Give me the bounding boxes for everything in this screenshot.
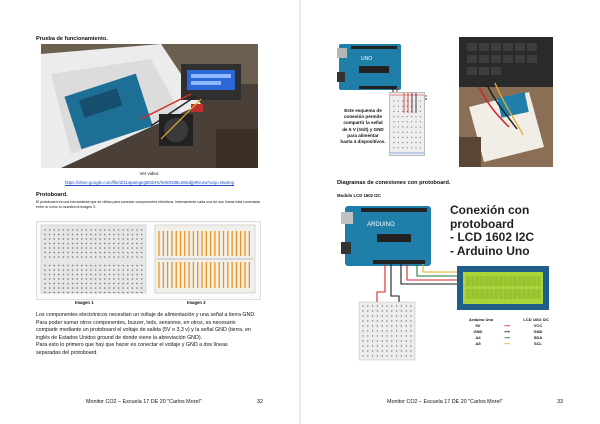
page-number: 33 [557,399,563,405]
pin-row [469,328,549,334]
pin-lcd: VCC [533,322,543,328]
para-line-5: Para esto lo primero que hay que hacer es conectar el voltaje y GND a dos líneas [36,342,228,349]
setup-photo [41,44,258,168]
page-32 [0,0,299,424]
svg-text:UNO: UNO [361,56,373,62]
protoboard-intro: El protoboard es una herramienta que se utiliza para conectar componentes eléctricos. Internamente cada una de sus líneas está conectada entre sí como lo muestra la imagen 2: [36,200,260,209]
body-paragraph [36,312,276,358]
breadboard-figure [36,221,261,300]
diagram-heading: Diagramas de conexiones con protoboard. [337,180,451,186]
image2-caption: Imagen 2 [187,300,206,305]
note-line-2: conexión permite [343,114,383,120]
table-head-lcd: LCD 1602 I2C [523,317,549,322]
keyboard-photo [459,37,553,167]
arrow-icon: ⟶ [504,322,510,328]
pin-table [469,317,549,346]
arrow-icon: ⟶ [504,340,510,346]
arrow-icon: ⟶ [504,334,510,340]
pin-arduino: A5 [475,340,481,346]
pin-row [469,340,549,346]
footer-text: Monitor CO2 – Escuela 17 DE 20 "Carlos Morel" [387,399,503,405]
protoboard-title: Protoboard. [36,192,68,198]
note-line-5: para alimentar [347,132,379,138]
pin-arduino: GND [473,328,483,334]
diagram-title [450,204,534,258]
pin-lcd: GND [533,328,543,334]
para-line-6: separadas del protoboard. [36,349,98,356]
title-line-4: - Arduino Uno [450,243,530,258]
pin-arduino: 5V [475,322,481,328]
note-line-6: hasta 4 dispositivos. [340,139,386,145]
video-link[interactable]: https://drive.google.com/file/d/11spamgeg5NDHVfe8ON89L68lxdjj8Rv.ew?usp=sharing [64,180,235,185]
pin-row [469,334,549,340]
note-line-3: compartir la señal [343,120,383,126]
note-line-1: Este esquema de [344,108,382,113]
page-33 [301,0,600,424]
para-line-4: inglés de Estados Unidos ground de donde viene la abreviación GND). [36,334,203,341]
title-line-2: protoboard [450,216,514,231]
pin-arduino: A4 [475,334,481,340]
title-line-3: - LCD 1602 I2C [450,230,535,245]
para-line-3: compartir mediante un protoboard el voltaje de salida (5V o 3,3 v) y la señal GND (tierra, en [36,327,251,334]
schematic-note [329,108,397,145]
section-heading: Prueba de funcionamiento. [36,36,108,42]
para-line-1: Los componentes electrónicos necesitan un voltaje de alimentación y una señal a tierra GND. [36,312,256,318]
title-line-1: Conexión con [450,203,530,217]
svg-text:ARDUINO: ARDUINO [367,222,395,228]
footer-text: Monitor CO2 – Escuela 17 DE 20 "Carlos Morel" [86,399,202,405]
arrow-icon: ⟶ [504,328,510,334]
note-line-4: de 5 V (Volt) y GND [342,126,384,132]
pin-lcd: SCL [534,340,542,346]
breadboard-images [37,222,260,299]
pin-lcd: SDA [533,334,543,340]
module-label: Modulo LCD 1602 I2C [337,193,381,198]
pin-row [469,322,549,328]
image1-caption: Imagen 1 [75,300,94,305]
video-label: Ver video: [139,171,160,176]
table-head-arduino: Arduino Uno [469,317,494,322]
para-line-2: Para poder sumar otros componentes, buzzer, leds, sensores, en otros, es necesario [36,319,236,326]
page-number: 32 [257,399,263,405]
